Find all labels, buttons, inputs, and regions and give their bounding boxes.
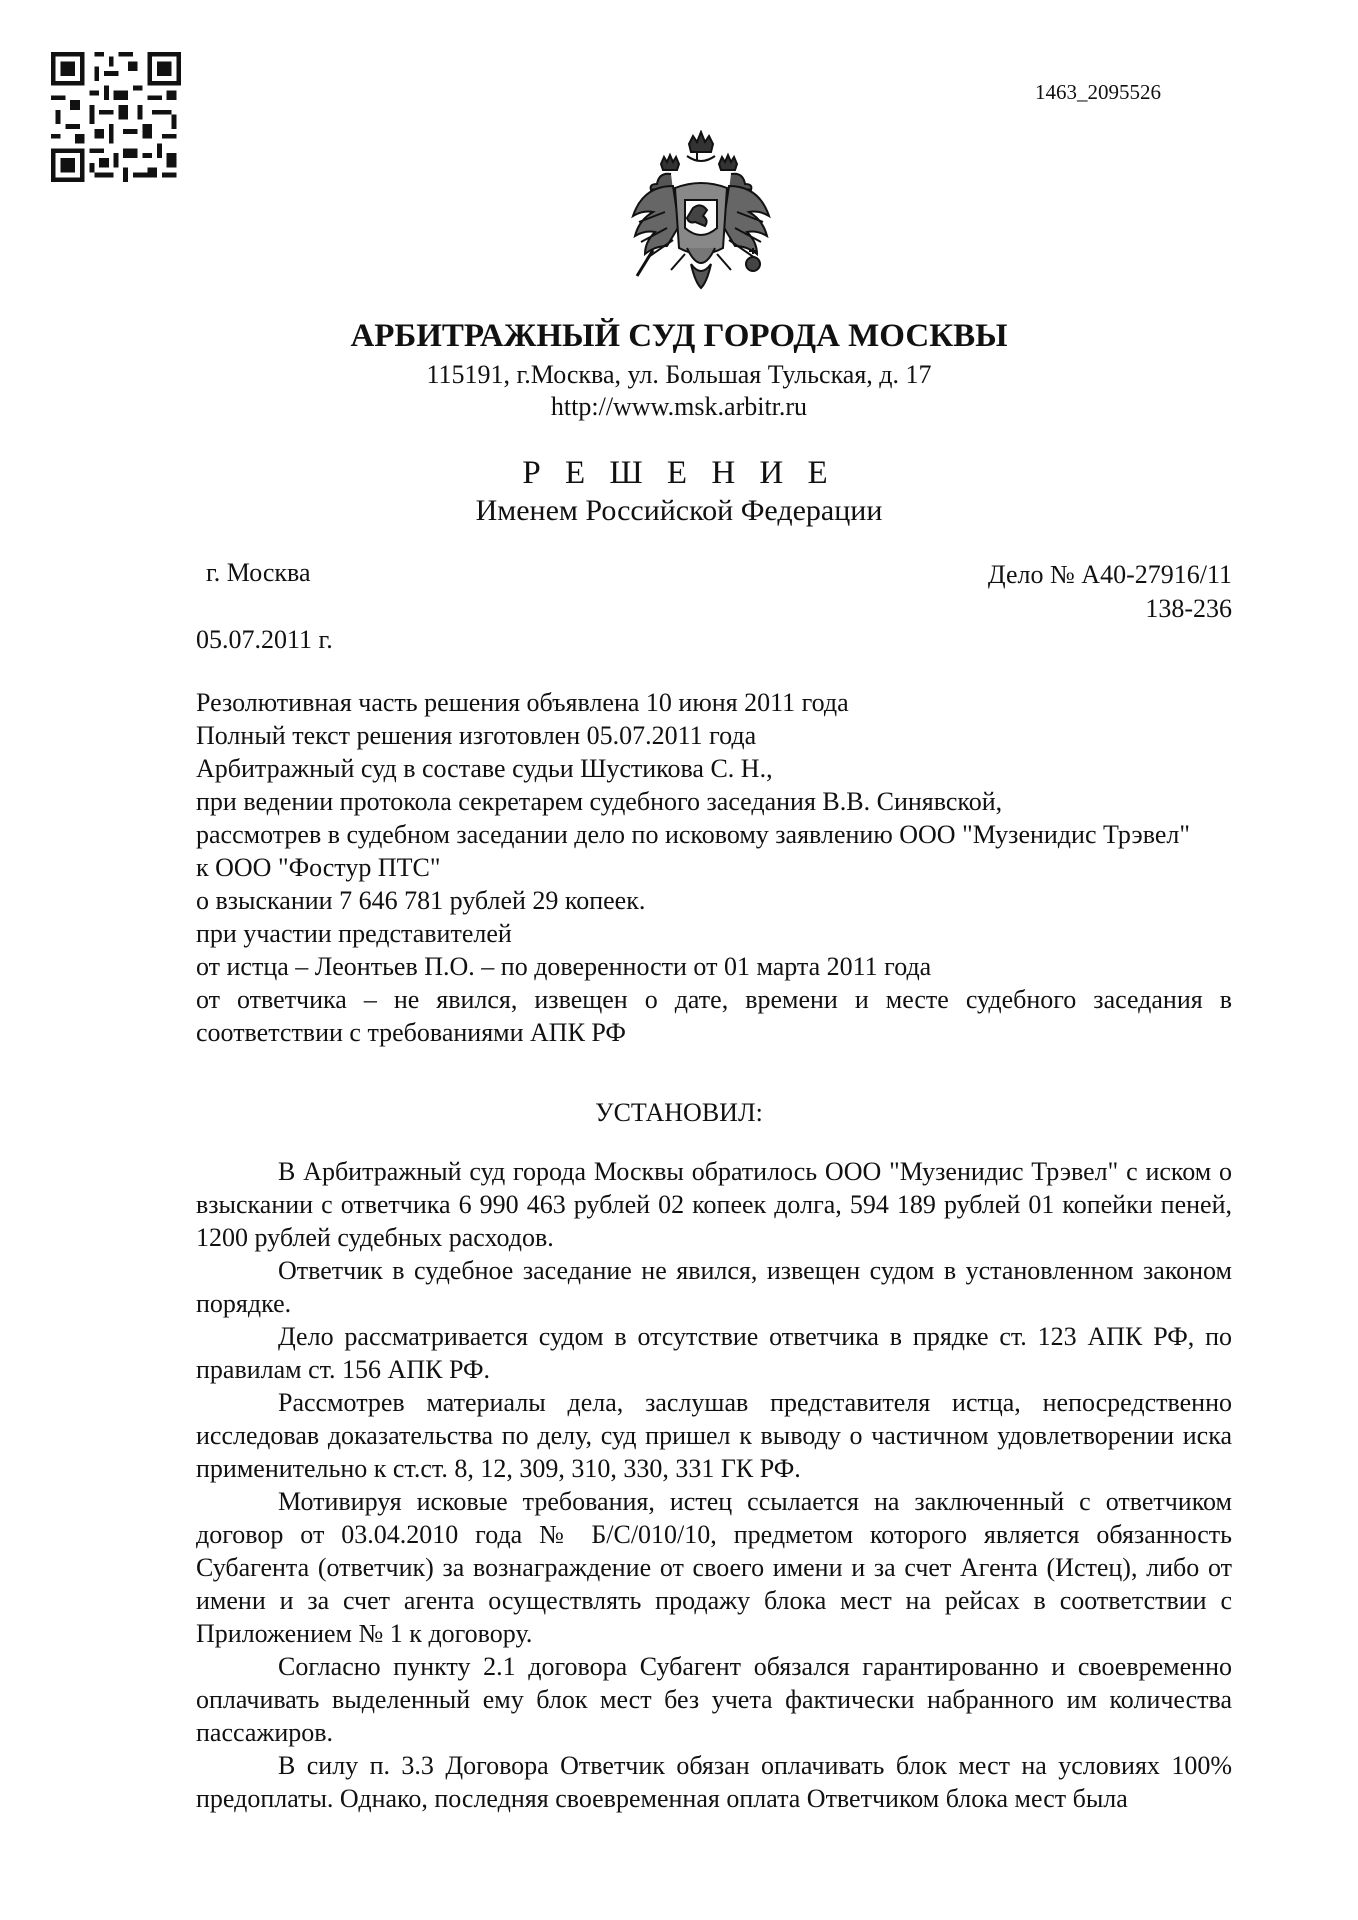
intro-line: Резолютивная часть решения объявлена 10 июня 2011 года <box>196 688 849 717</box>
intro-line: при ведении протокола секретарем судебного заседания В.В. Синявской, <box>196 787 1003 816</box>
decision-body <box>196 1155 1232 1815</box>
intro-line: при участии представителей <box>196 919 512 948</box>
decision-subtitle: Именем Российской Федерации <box>475 494 883 527</box>
intro-line: от истца – Леонтьев П.О. – по доверенности от 01 марта 2011 года <box>196 952 932 981</box>
body-paragraph: Дело рассматривается судом в отсутствие ответчика в прядке ст. 123 АПК РФ, по правилам ст. 156 АПК РФ. <box>196 1322 1232 1384</box>
intro-section <box>196 686 1232 1049</box>
intro-line: о взыскании 7 646 781 рублей 29 копеек. <box>196 886 646 915</box>
body-paragraph: Ответчик в судебное заседание не явился, извещен судом в установленном законом порядке. <box>196 1256 1232 1318</box>
body-paragraph: Рассмотрев материалы дела, заслушав представителя истца, непосредственно исследовав доказательства по делу, суд пришел к выводу о частичном удовлетворении иска применительно к ст.ст. 8, 12, 309, 310, 330, 331 ГК РФ. <box>196 1388 1232 1483</box>
case-sub-number: 138-236 <box>1145 594 1232 623</box>
body-paragraph: Мотивируя исковые требования, истец ссылается на заключенный с ответчиком договор от 03.04.2010 года № Б/С/010/10, предметом которого является обязанность Субагента (ответчик) за вознаграждение от своего имени и за счет Агента (Истец), либо от имени и за счет агента осуществлять продажу блока мест на рейсах в соответствии с Приложением № 1 к договору. <box>196 1487 1232 1648</box>
coat-of-arms-icon <box>627 130 775 296</box>
intro-line: рассмотрев в судебном заседании дело по исковому заявлению ООО "Музенидис Трэвел" <box>196 820 1190 849</box>
body-paragraph: В Арбитражный суд города Москвы обратилось ООО "Музенидис Трэвел" с иском о взыскании с ответчика 6 990 463 рублей 02 копеек долга, 594 189 рублей 01 копейки пеней, 1200 рублей судебных расходов. <box>196 1157 1232 1252</box>
intro-line: Арбитражный суд в составе судьи Шустикова С. Н., <box>196 754 773 783</box>
intro-line: к ООО "Фостур ПТС" <box>196 853 441 882</box>
body-paragraph: Согласно пункту 2.1 договора Субагент обязался гарантированно и своевременно оплачивать выделенный ему блок мест без учета фактически набранного им количества пассажиров. <box>196 1652 1232 1747</box>
court-website[interactable]: http://www.msk.arbitr.ru <box>550 392 808 421</box>
intro-line: от ответчика – не явился, извещен о дате, времени и месте судебного заседания в соответствии с требованиями АПК РФ <box>196 985 1232 1047</box>
case-number: Дело № А40-27916/11 <box>987 560 1232 589</box>
intro-line: Полный текст решения изготовлен 05.07.2011 года <box>196 721 757 750</box>
qr-code <box>45 47 187 187</box>
decision-title: Р Е Ш Е Н И Е <box>522 455 836 491</box>
decision-date: 05.07.2011 г. <box>196 625 333 654</box>
case-number-block <box>988 558 1232 626</box>
court-address: 115191, г.Москва, ул. Большая Тульская, д. 17 <box>426 360 932 389</box>
decision-city: г. Москва <box>206 558 311 587</box>
established-heading: УСТАНОВИЛ: <box>595 1098 763 1127</box>
document-id: 1463_2095526 <box>1035 80 1161 104</box>
court-name: АРБИТРАЖНЫЙ СУД ГОРОДА МОСКВЫ <box>350 318 1008 354</box>
body-paragraph: В силу п. 3.3 Договора Ответчик обязан оплачивать блок мест на условиях 100% предоплаты. Однако, последняя своевременная оплата Ответчиком блока мест была <box>196 1751 1232 1813</box>
